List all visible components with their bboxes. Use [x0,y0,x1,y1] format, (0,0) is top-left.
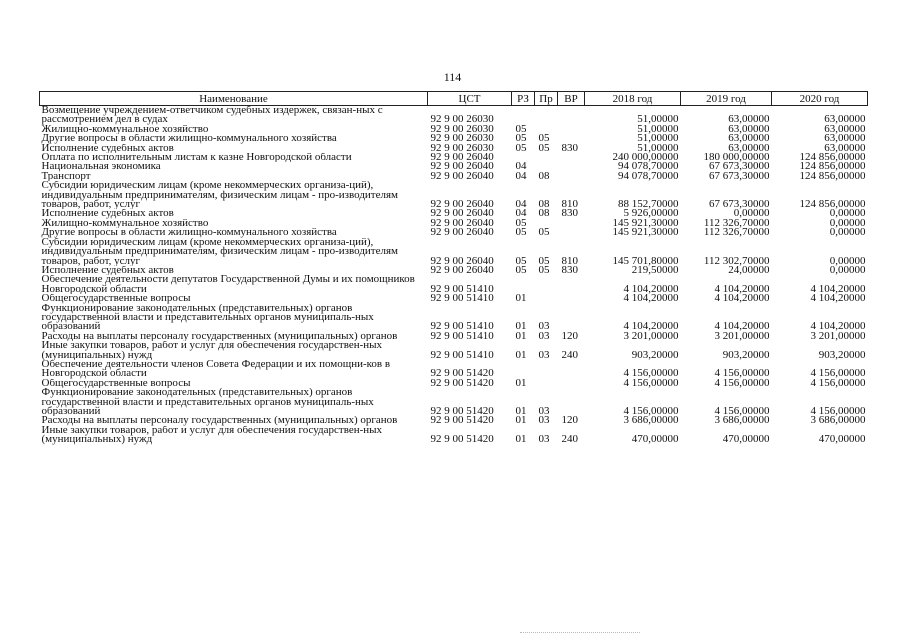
row-amount-2020: 4 156,00000 [810,405,866,417]
row-amount-2020: 0,00000 [829,254,866,266]
row-vr: 830 [561,209,578,219]
row-pr: 05 [538,265,550,276]
row-amount-2018: 145 921,30000 [612,218,679,229]
table-row [40,275,868,294]
row-rz: 01 [515,331,527,342]
row-pr [535,294,558,303]
row-amount-2019: 63,00000 [728,113,770,125]
row-name: Исполнение судебных актов [41,143,174,154]
col-header-vr: ВР [558,92,585,106]
row-name: Субсидии юридическим лицам (кроме некоммерческих организа-ций), индивидуальным предпринимателям, физическим лицам - про-изводителям товаров, работ, услуг [41,181,399,210]
row-rz: 05 [515,254,527,266]
row-amount-2020: 4 104,20000 [810,320,866,332]
row-amount-2018: 903,20000 [631,348,679,360]
row-name: Иные закупки товаров, работ и услуг для обеспечения государствен-ных (муниципальных) нужд [41,425,383,445]
row-amount-2019: 4 156,00000 [714,405,770,417]
row-amount-2019: 112 302,70000 [703,254,770,266]
col-header-pr: Пр [535,92,558,106]
row-amount-2020: 4 156,00000 [810,367,866,379]
row-rz: 04 [515,171,527,182]
row-pr: 05 [538,254,550,266]
row-amount-2019: 4 156,00000 [714,367,770,379]
row-name: Обеспечение деятельности членов Совета Федерации и их помощни-ков в Новгородской области [41,359,391,379]
row-amount-2018: 51,00000 [637,113,679,125]
row-pr: 05 [538,228,550,238]
row-amount-2018: 240 000,00000 [612,153,679,163]
col-header-2018: 2018 год [585,92,681,106]
row-rz: 01 [515,348,527,360]
row-name: Исполнение судебных актов [41,265,174,276]
row-cst: 92 9 00 26030 [430,134,494,144]
row-vr [558,379,585,388]
row-cst: 92 9 00 51410 [430,331,494,342]
row-rz: 05 [515,265,527,276]
row-cst: 92 9 00 26030 [430,143,494,154]
row-cst: 92 9 00 26040 [430,218,494,229]
row-pr: 03 [538,433,550,445]
row-rz: 01 [515,320,527,332]
row-amount-2018: 94 078,70000 [618,162,679,172]
row-name: Расходы на выплаты персоналу государственных (муниципальных) органов [41,416,398,426]
row-vr [558,172,585,181]
row-vr [558,304,585,332]
row-amount-2020: 124 856,00000 [799,153,866,163]
table-row [40,426,868,445]
row-rz: 01 [515,416,527,426]
row-amount-2019: 470,00000 [722,433,770,445]
row-rz [512,360,535,379]
row-rz: 01 [515,294,527,304]
table-row [40,238,868,266]
row-pr [535,360,558,379]
row-name: Жилищно-коммунальное хозяйство [41,218,209,229]
row-name: Функционирование законодательных (представительных) органов государственной власти и представительных органов муниципаль-ных образований [41,303,374,332]
row-name: Другие вопросы в области жилищно-коммунального хозяйства [41,228,337,238]
row-pr [535,162,558,171]
row-vr [558,275,585,294]
row-amount-2018: 145 701,80000 [612,254,679,266]
table-row [40,388,868,416]
row-amount-2019: 112 326,70000 [703,218,770,229]
table-row [40,134,868,143]
table-row [40,209,868,218]
row-amount-2019: 903,20000 [722,348,770,360]
row-name: Обеспечение деятельности депутатов Государственной Думы и их помощников Новгородской области [41,275,415,295]
row-pr [535,153,558,162]
row-cst: 92 9 00 26040 [430,228,494,238]
row-amount-2018: 51,00000 [637,134,679,144]
row-rz [512,106,535,125]
table-row [40,106,868,125]
row-cst: 92 9 00 26040 [430,162,494,172]
row-name: Национальная экономика [41,162,161,172]
table-row [40,294,868,303]
table-row [40,416,868,425]
row-vr: 810 [561,254,578,266]
row-pr: 03 [538,348,550,360]
row-cst: 92 9 00 26030 [430,124,494,135]
page-number: 114 [443,70,462,84]
row-name: Иные закупки товаров, работ и услуг для обеспечения государствен-ных (муниципальных) нужд [41,341,383,360]
row-vr [558,134,585,143]
row-name: Расходы на выплаты персоналу государственных (муниципальных) органов [41,331,398,342]
row-rz: 04 [515,198,527,210]
row-amount-2019: 0,00000 [733,209,770,219]
row-amount-2019: 4 156,00000 [714,378,770,389]
row-pr: 05 [538,134,550,144]
row-cst: 92 9 00 51420 [430,416,494,426]
row-pr: 03 [538,331,550,342]
header-row [40,92,868,106]
row-amount-2020: 63,00000 [824,113,866,125]
row-cst: 92 9 00 26040 [430,265,494,276]
row-name: Транспорт [41,171,91,182]
row-amount-2018: 4 104,20000 [623,282,679,295]
table-row [40,181,868,209]
row-amount-2018: 94 078,70000 [618,171,679,182]
row-amount-2018: 3 201,00000 [623,331,679,342]
row-pr [535,125,558,134]
row-vr: 810 [561,198,578,210]
row-vr [558,388,585,416]
row-amount-2020: 903,20000 [818,348,866,360]
col-header-2020: 2020 год [772,92,868,106]
row-vr: 830 [561,265,578,276]
row-vr [558,106,585,125]
row-amount-2019: 112 326,70000 [703,228,770,238]
row-amount-2018: 88 152,70000 [618,198,679,210]
col-header-name: Наименование [40,92,428,106]
row-amount-2019: 3 686,00000 [714,416,770,426]
row-vr: 240 [561,348,578,360]
scan-artifact [520,632,640,635]
table-row [40,228,868,237]
row-cst: 92 9 00 51420 [430,367,494,379]
col-header-cst: ЦСТ [428,92,512,106]
row-cst: 92 9 00 51410 [430,294,494,304]
row-cst: 92 9 00 26040 [430,153,494,163]
row-cst: 92 9 00 51410 [430,348,494,360]
row-rz: 01 [515,433,527,445]
row-amount-2020: 0,00000 [829,209,866,219]
row-amount-2019: 4 104,20000 [714,282,770,295]
row-name: Общегосударственные вопросы [41,378,191,389]
row-rz: 05 [515,218,527,229]
row-cst: 92 9 00 26040 [430,198,494,210]
row-pr: 08 [538,198,550,210]
row-amount-2018: 219,50000 [631,265,679,276]
row-cst: 92 9 00 26040 [430,209,494,219]
row-amount-2018: 145 921,30000 [612,228,679,238]
table-row [40,332,868,341]
table-row [40,341,868,360]
row-vr [558,219,585,228]
row-name: Общегосударственные вопросы [41,294,191,304]
table-row [40,360,868,379]
table-row [40,153,868,162]
row-rz: 05 [515,143,527,154]
row-amount-2019: 4 104,20000 [714,294,770,304]
row-amount-2020: 63,00000 [824,134,866,144]
row-amount-2018: 4 104,20000 [623,320,679,332]
row-rz [512,153,535,162]
row-amount-2020: 4 104,20000 [810,294,866,304]
table-row [40,162,868,171]
row-amount-2020: 4 156,00000 [810,378,866,389]
row-amount-2019: 4 104,20000 [714,320,770,332]
row-amount-2019: 67 673,30000 [709,171,770,182]
row-cst: 92 9 00 26030 [430,113,494,125]
row-amount-2020: 3 686,00000 [810,416,866,426]
row-pr [535,106,558,125]
row-pr [535,275,558,294]
row-amount-2018: 51,00000 [637,124,679,135]
table-row [40,219,868,228]
row-amount-2019: 63,00000 [728,124,770,135]
row-amount-2020: 124 856,00000 [799,171,866,182]
row-name: Жилищно-коммунальное хозяйство [41,124,209,135]
row-amount-2018: 4 104,20000 [623,294,679,304]
row-pr: 03 [538,320,550,332]
row-amount-2019: 180 000,00000 [703,153,770,163]
row-rz: 04 [515,162,527,172]
row-vr: 240 [561,433,578,445]
row-vr [558,162,585,171]
row-cst: 92 9 00 51420 [430,378,494,389]
row-vr: 120 [561,331,578,342]
row-pr [535,219,558,228]
row-pr: 08 [538,171,550,182]
row-amount-2018: 470,00000 [631,433,679,445]
row-vr: 830 [561,143,578,154]
row-pr: 05 [538,143,550,154]
row-amount-2018: 51,00000 [637,143,679,154]
row-rz: 01 [515,405,527,417]
row-amount-2019: 67 673,30000 [709,198,770,210]
row-amount-2018: 4 156,00000 [623,367,679,379]
row-name: Субсидии юридическим лицам (кроме некоммерческих организа-ций), индивидуальным предпринимателям, физическим лицам - про-изводителям товаров, работ, услуг [41,237,399,266]
row-vr [558,360,585,379]
table-row [40,172,868,181]
row-vr [558,228,585,237]
col-header-rz: РЗ [512,92,535,106]
row-vr [558,294,585,303]
row-rz: 05 [515,134,527,144]
row-pr [535,379,558,388]
row-pr: 03 [538,405,550,417]
row-vr: 120 [561,416,578,426]
row-rz [512,275,535,294]
row-amount-2019: 24,00000 [728,265,770,276]
row-cst: 92 9 00 51410 [430,320,494,332]
table-row [40,379,868,388]
row-amount-2018: 3 686,00000 [623,416,679,426]
row-amount-2019: 67 673,30000 [709,162,770,172]
row-name: Возмещение учреждением-ответчиком судебных издержек, связан-ных с рассмотрением дел в судах [41,105,383,125]
row-rz: 01 [515,378,527,389]
row-amount-2020: 124 856,00000 [799,198,866,210]
row-cst: 92 9 00 51420 [430,405,494,417]
row-cst: 92 9 00 26040 [430,254,494,266]
row-vr [558,153,585,162]
row-amount-2020: 0,00000 [829,218,866,229]
row-amount-2019: 63,00000 [728,143,770,154]
row-amount-2018: 4 156,00000 [623,378,679,389]
row-name: Функционирование законодательных (представительных) органов государственной власти и представительных органов муниципаль-ных образований [41,388,374,417]
budget-table [39,91,868,445]
row-name: Другие вопросы в области жилищно-коммунального хозяйства [41,134,337,144]
row-vr [558,125,585,134]
row-amount-2019: 3 201,00000 [714,331,770,342]
row-rz: 05 [515,228,527,238]
table-row [40,266,868,275]
row-amount-2020: 63,00000 [824,143,866,154]
row-amount-2020: 4 104,20000 [810,282,866,295]
row-pr: 08 [538,209,550,219]
row-name: Оплата по исполнительным листам к казне Новгородской области [41,153,352,163]
row-name: Исполнение судебных актов [41,209,174,219]
row-cst: 92 9 00 51420 [430,433,494,445]
row-amount-2018: 4 156,00000 [623,405,679,417]
row-amount-2020: 3 201,00000 [810,331,866,342]
table-row [40,125,868,134]
row-pr: 03 [538,416,550,426]
row-cst: 92 9 00 26040 [430,171,494,182]
col-header-2019: 2019 год [681,92,772,106]
row-rz: 05 [515,124,527,135]
row-rz: 04 [515,209,527,219]
row-amount-2020: 470,00000 [818,433,866,445]
table-row [40,144,868,153]
table-row [40,304,868,332]
row-cst: 92 9 00 51410 [430,282,494,295]
row-amount-2020: 0,00000 [829,228,866,238]
row-amount-2019: 63,00000 [728,134,770,144]
row-amount-2020: 63,00000 [824,124,866,135]
row-amount-2020: 124 856,00000 [799,162,866,172]
row-amount-2020: 0,00000 [829,265,866,276]
row-amount-2018: 5 926,00000 [623,209,679,219]
